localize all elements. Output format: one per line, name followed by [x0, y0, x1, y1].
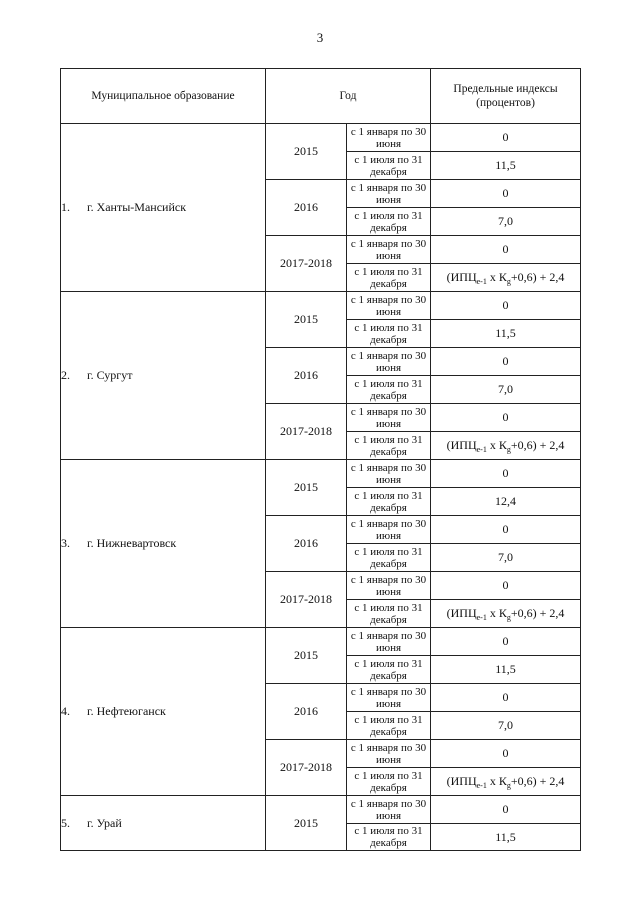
- index-cell: 12,4: [431, 488, 581, 516]
- period-cell: с 1 января по 30 июня: [347, 180, 431, 208]
- municipality-cell: [61, 796, 266, 851]
- header-index: Предельные индексы (процентов): [431, 69, 581, 124]
- formula-part: е-1: [476, 444, 487, 454]
- index-cell: 11,5: [431, 824, 581, 851]
- period-cell: с 1 июля по 31 декабря: [347, 544, 431, 572]
- period-cell: с 1 июля по 31 декабря: [347, 768, 431, 796]
- formula-part: +0,6) + 2,4: [510, 269, 565, 284]
- index-cell: [431, 600, 581, 628]
- formula-part: (ИПЦ: [446, 269, 477, 284]
- period-cell: с 1 января по 30 июня: [347, 684, 431, 712]
- table-row: [61, 460, 581, 488]
- period-cell: с 1 января по 30 июня: [347, 460, 431, 488]
- municipality-cell: [61, 292, 266, 460]
- period-cell: с 1 июля по 31 декабря: [347, 320, 431, 348]
- period-cell: с 1 января по 30 июня: [347, 348, 431, 376]
- header-year: Год: [266, 69, 431, 124]
- index-cell: 0: [431, 348, 581, 376]
- period-cell: с 1 июля по 31 декабря: [347, 656, 431, 684]
- formula-part: е-1: [476, 780, 487, 790]
- index-cell: 0: [431, 740, 581, 768]
- year-cell: 2017-2018: [266, 572, 347, 628]
- year-cell: 2015: [266, 796, 347, 851]
- municipality-name: г. Урай: [87, 815, 122, 830]
- table-header-row: [61, 69, 581, 124]
- page-number: 3: [316, 30, 324, 45]
- index-cell: 7,0: [431, 712, 581, 740]
- period-cell: с 1 июля по 31 декабря: [347, 264, 431, 292]
- municipality-name: г. Ханты-Мансийск: [87, 200, 187, 214]
- index-cell: 0: [431, 460, 581, 488]
- index-cell: 0: [431, 292, 581, 320]
- table-body: [61, 124, 581, 851]
- index-cell: 11,5: [431, 152, 581, 180]
- period-cell: с 1 июля по 31 декабря: [347, 488, 431, 516]
- formula-part: х К: [486, 437, 507, 452]
- period-cell: с 1 июля по 31 декабря: [347, 600, 431, 628]
- formula-part: (ИПЦ: [446, 437, 477, 452]
- period-cell: с 1 июля по 31 декабря: [347, 712, 431, 740]
- header-municipality: Муниципальное образование: [61, 69, 266, 124]
- period-cell: с 1 июля по 31 декабря: [347, 376, 431, 404]
- formula-part: х К: [486, 605, 507, 620]
- year-cell: 2017-2018: [266, 236, 347, 292]
- municipality-cell: [61, 124, 266, 292]
- index-cell: 0: [431, 180, 581, 208]
- index-formula: [447, 606, 565, 620]
- formula-part: х К: [486, 773, 507, 788]
- municipality-number: 3.: [61, 536, 70, 550]
- period-cell: с 1 января по 30 июня: [347, 516, 431, 544]
- period-cell: с 1 января по 30 июня: [347, 572, 431, 600]
- index-cell: 11,5: [431, 656, 581, 684]
- index-cell: 7,0: [431, 208, 581, 236]
- index-cell: [431, 768, 581, 796]
- formula-part: +0,6) + 2,4: [510, 605, 565, 620]
- year-cell: 2016: [266, 348, 347, 404]
- municipality-name: г. Нижневартовск: [87, 536, 177, 550]
- municipality-number: 2.: [61, 368, 70, 382]
- municipality-number: 1.: [61, 200, 70, 214]
- formula-part: g: [506, 276, 511, 286]
- year-cell: 2016: [266, 516, 347, 572]
- formula-part: g: [506, 780, 511, 790]
- period-cell: с 1 июля по 31 декабря: [347, 152, 431, 180]
- period-cell: с 1 января по 30 июня: [347, 292, 431, 320]
- year-cell: 2016: [266, 180, 347, 236]
- municipality-cell: [61, 460, 266, 628]
- year-cell: 2015: [266, 292, 347, 348]
- municipality-cell: [61, 628, 266, 796]
- index-cell: 0: [431, 796, 581, 824]
- municipality-name: г. Нефтеюганск: [87, 704, 166, 718]
- table-row: [61, 292, 581, 320]
- period-cell: с 1 января по 30 июня: [347, 124, 431, 152]
- municipality-name: г. Сургут: [87, 368, 133, 382]
- period-cell: с 1 января по 30 июня: [347, 236, 431, 264]
- index-formula: [447, 438, 565, 452]
- formula-part: (ИПЦ: [446, 605, 477, 620]
- index-cell: [431, 264, 581, 292]
- index-table: [60, 68, 581, 851]
- formula-part: +0,6) + 2,4: [510, 437, 565, 452]
- index-cell: [431, 432, 581, 460]
- year-cell: 2017-2018: [266, 740, 347, 796]
- year-cell: 2016: [266, 684, 347, 740]
- formula-part: (ИПЦ: [446, 773, 477, 788]
- formula-part: g: [506, 444, 511, 454]
- period-cell: с 1 января по 30 июня: [347, 628, 431, 656]
- index-formula: [447, 774, 565, 788]
- index-cell: 0: [431, 628, 581, 656]
- formula-part: g: [506, 612, 511, 622]
- index-cell: 0: [431, 684, 581, 712]
- period-cell: с 1 января по 30 июня: [347, 740, 431, 768]
- year-cell: 2015: [266, 628, 347, 684]
- index-cell: 11,5: [431, 320, 581, 348]
- index-cell: 7,0: [431, 544, 581, 572]
- index-cell: 0: [431, 124, 581, 152]
- period-cell: с 1 июля по 31 декабря: [347, 824, 431, 851]
- formula-part: х К: [486, 269, 507, 284]
- municipality-number: 4.: [61, 704, 70, 718]
- index-cell: 0: [431, 404, 581, 432]
- formula-part: е-1: [476, 276, 487, 286]
- period-cell: с 1 июля по 31 декабря: [347, 432, 431, 460]
- year-cell: 2015: [266, 124, 347, 180]
- table-row: [61, 796, 581, 824]
- period-cell: с 1 января по 30 июня: [347, 796, 431, 824]
- formula-part: +0,6) + 2,4: [510, 773, 565, 788]
- index-cell: 0: [431, 516, 581, 544]
- period-cell: с 1 июля по 31 декабря: [347, 208, 431, 236]
- formula-part: е-1: [476, 612, 487, 622]
- table-row: [61, 124, 581, 152]
- index-formula: [447, 270, 565, 284]
- table-row: [61, 628, 581, 656]
- index-cell: 7,0: [431, 376, 581, 404]
- period-cell: с 1 января по 30 июня: [347, 404, 431, 432]
- index-cell: 0: [431, 572, 581, 600]
- year-cell: 2017-2018: [266, 404, 347, 460]
- municipality-number: 5.: [61, 815, 70, 830]
- year-cell: 2015: [266, 460, 347, 516]
- index-cell: 0: [431, 236, 581, 264]
